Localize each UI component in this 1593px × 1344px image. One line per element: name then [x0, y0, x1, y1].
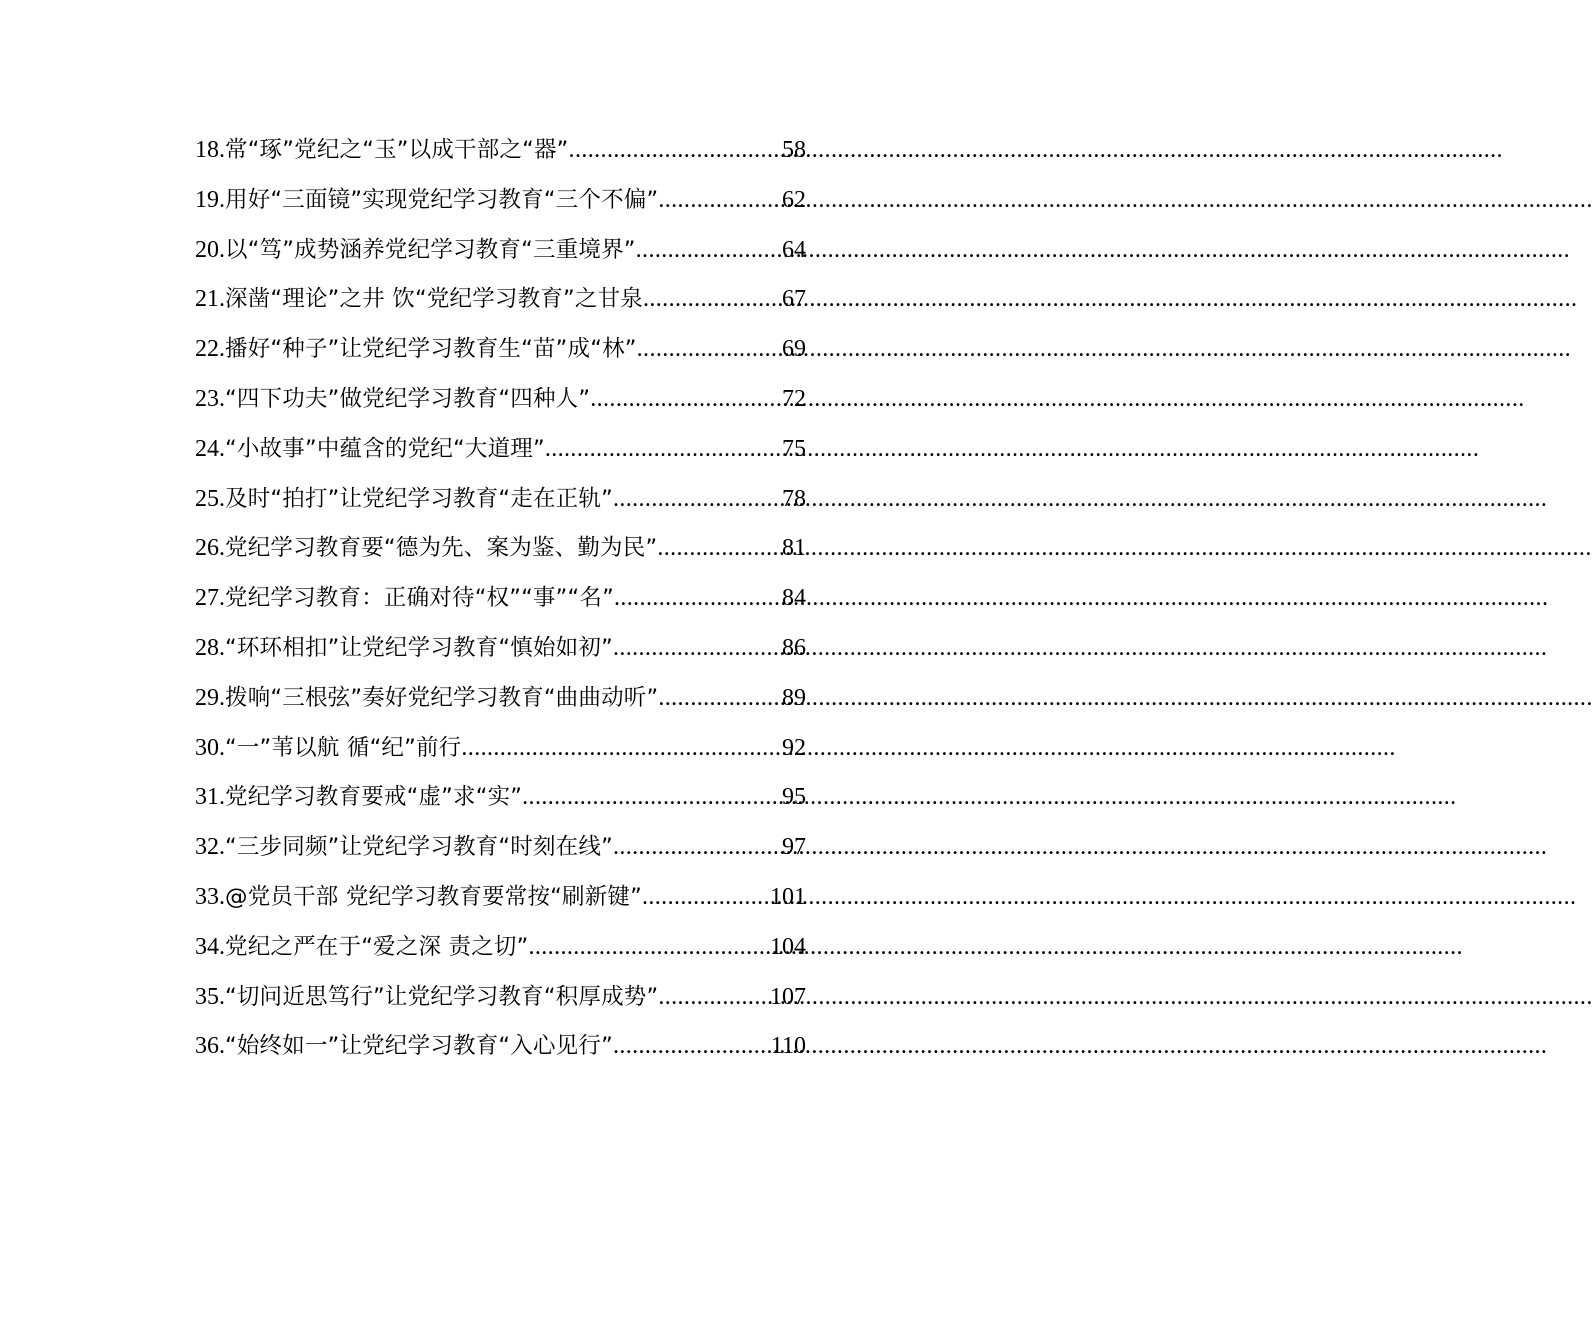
toc-entry-page: 95: [782, 784, 806, 811]
toc-entry[interactable]: [195, 479, 806, 529]
toc-dot-leader: [642, 877, 770, 917]
toc-entry-title: 以“笃”成势涵养党纪学习教育“三重境界”: [225, 236, 636, 263]
toc-entry[interactable]: [195, 578, 806, 628]
toc-entry-title: “始终如一”让党纪学习教育“入心见行”: [225, 1033, 613, 1060]
toc-entry-page: 97: [782, 834, 806, 861]
toc-entry-number: 19.: [195, 186, 225, 213]
toc-entry-title: “三步同频”让党纪学习教育“时刻在线”: [225, 834, 613, 861]
toc-dot-leader: [637, 329, 782, 369]
toc-entry-title: 拨响“三根弦”奏好党纪学习教育“曲曲动听”: [225, 684, 659, 711]
toc-entry-number: 26.: [195, 535, 225, 562]
toc-entry-number: 23.: [195, 385, 225, 412]
toc-entry-page: 89: [782, 684, 806, 711]
toc-entry-page: 92: [782, 734, 806, 761]
toc-entry-page: 107: [770, 983, 806, 1010]
toc-entry-number: 28.: [195, 634, 225, 661]
toc-entry-number: 34.: [195, 933, 225, 960]
toc-entry-page: 86: [782, 634, 806, 661]
toc-entry-page: 110: [770, 1033, 806, 1060]
toc-entry[interactable]: [195, 678, 806, 728]
toc-entry[interactable]: [195, 728, 806, 778]
toc-entry-title: 党纪之严在于“爱之深 责之切”: [225, 933, 529, 960]
toc-entry-title: @党员干部 党纪学习教育要常按“刷新键”: [225, 883, 642, 910]
toc-entry[interactable]: [195, 329, 806, 379]
toc-entry-title: “一”苇以航 循“纪”前行: [225, 734, 462, 761]
toc-entry-number: 18.: [195, 137, 225, 163]
toc-dot-leader: [613, 628, 782, 668]
toc-dot-leader: [613, 479, 782, 519]
toc-dot-leader: [613, 1026, 771, 1066]
toc-entry-number: 24.: [195, 435, 225, 462]
toc-entry-page: 69: [782, 336, 806, 363]
toc-entry-title: 及时“拍打”让党纪学习教育“走在正轨”: [225, 485, 613, 512]
toc-dot-leader: [590, 379, 782, 419]
toc-dot-leader: [569, 130, 782, 170]
toc-entry-title: “小故事”中蕴含的党纪“大道理”: [225, 435, 545, 462]
toc-entry-title: 常“琢”党纪之“玉”以成干部之“器”: [225, 137, 569, 163]
toc-entry[interactable]: [195, 777, 806, 827]
toc-entry-number: 31.: [195, 784, 225, 811]
toc-entry-number: 33.: [195, 883, 225, 910]
toc-entry-page: 104: [770, 933, 806, 960]
toc-entry[interactable]: [195, 628, 806, 678]
toc-entry-title: 用好“三面镜”实现党纪学习教育“三个不偏”: [225, 186, 659, 213]
toc-dot-leader: [643, 279, 782, 319]
toc-entry[interactable]: [195, 977, 806, 1027]
toc-entry-title: 党纪学习教育：正确对待“权”“事”“名”: [225, 585, 614, 612]
toc-entry-number: 32.: [195, 834, 225, 861]
toc-entry[interactable]: [195, 827, 806, 877]
toc-dot-leader: [614, 578, 782, 618]
toc-entry-page: 84: [782, 585, 806, 612]
toc-entry[interactable]: [195, 528, 806, 578]
toc-entry-page: 67: [782, 286, 806, 313]
table-of-contents: [195, 130, 806, 1076]
toc-entry-number: 25.: [195, 485, 225, 512]
toc-entry-page: 75: [782, 435, 806, 462]
toc-entry[interactable]: [195, 230, 806, 280]
toc-entry-number: 21.: [195, 286, 225, 313]
toc-dot-leader: [461, 728, 782, 768]
toc-dot-leader: [657, 528, 782, 568]
toc-entry[interactable]: [195, 927, 806, 977]
toc-dot-leader: [658, 678, 782, 718]
toc-dot-leader: [528, 927, 770, 967]
toc-entry-title: 播好“种子”让党纪学习教育生“苗”成“林”: [225, 336, 637, 363]
toc-entry-title: 党纪学习教育要“德为先、案为鉴、勤为民”: [225, 535, 658, 562]
toc-entry-page: 62: [782, 186, 806, 213]
toc-entry-page: 58: [782, 137, 806, 163]
toc-entry-title: 党纪学习教育要戒“虚”求“实”: [225, 784, 523, 811]
toc-entry[interactable]: [195, 279, 806, 329]
toc-entry-title: “切问近思笃行”让党纪学习教育“积厚成势”: [225, 983, 659, 1010]
toc-entry-page: 64: [782, 236, 806, 263]
toc-entry[interactable]: [195, 877, 806, 927]
toc-entry-number: 20.: [195, 236, 225, 263]
toc-entry[interactable]: [195, 130, 806, 180]
toc-entry-number: 35.: [195, 983, 225, 1010]
toc-entry-page: 78: [782, 485, 806, 512]
toc-entry-number: 36.: [195, 1033, 225, 1060]
toc-entry[interactable]: [195, 180, 806, 230]
toc-dot-leader: [636, 230, 782, 270]
toc-entry-page: 101: [770, 883, 806, 910]
toc-entry-page: 72: [782, 385, 806, 412]
toc-dot-leader: [545, 429, 782, 469]
toc-dot-leader: [658, 180, 782, 220]
toc-entry-number: 22.: [195, 336, 225, 363]
toc-entry-title: 深凿“理论”之井 饮“党纪学习教育”之甘泉: [225, 286, 643, 313]
toc-entry-number: 30.: [195, 734, 225, 761]
toc-dot-leader: [522, 777, 782, 817]
toc-entry-title: “环环相扣”让党纪学习教育“慎始如初”: [225, 634, 613, 661]
toc-entry-title: “四下功夫”做党纪学习教育“四种人”: [225, 385, 591, 412]
toc-dot-leader: [658, 977, 770, 1017]
toc-entry[interactable]: [195, 379, 806, 429]
toc-entry[interactable]: [195, 429, 806, 479]
toc-entry-number: 29.: [195, 684, 225, 711]
toc-dot-leader: [613, 827, 782, 867]
toc-entry-number: 27.: [195, 585, 225, 612]
toc-entry-page: 81: [782, 535, 806, 562]
toc-entry[interactable]: [195, 1026, 806, 1076]
